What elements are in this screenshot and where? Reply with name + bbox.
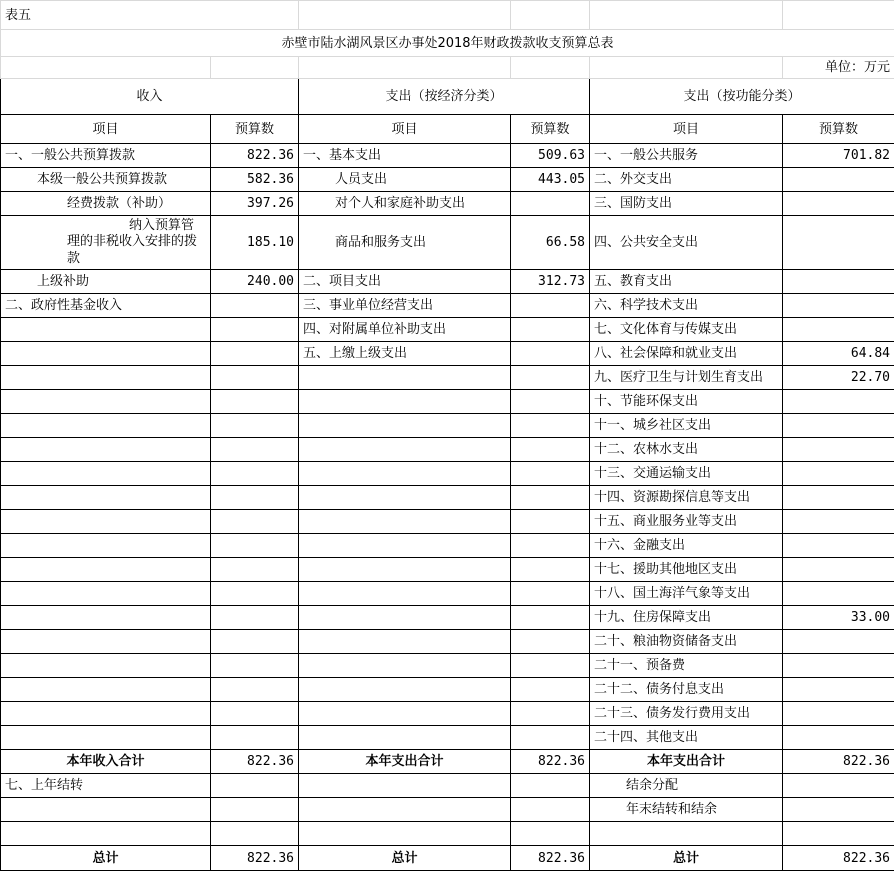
amount-header: 预算数 [511, 115, 590, 144]
amount-cell [211, 702, 299, 726]
item-cell: 一、一般公共预算拨款 [1, 144, 211, 168]
item-cell [590, 822, 783, 846]
amount-cell [211, 630, 299, 654]
item-cell [299, 822, 511, 846]
item-cell: 十三、交通运输支出 [590, 462, 783, 486]
amount-cell [211, 462, 299, 486]
item-cell [299, 606, 511, 630]
amount-cell [511, 462, 590, 486]
table-row [1, 366, 894, 390]
table-row [1, 726, 894, 750]
item-cell: 十五、商业服务业等支出 [590, 510, 783, 534]
item-cell [299, 414, 511, 438]
item-cell [1, 486, 211, 510]
amount-cell: 240.00 [211, 270, 299, 294]
amount-cell [511, 294, 590, 318]
item-cell [299, 798, 511, 822]
amount-cell [211, 582, 299, 606]
amount-cell [211, 534, 299, 558]
amount-cell [783, 702, 894, 726]
table-row [1, 510, 894, 534]
item-cell: 五、上缴上级支出 [299, 342, 511, 366]
amount-cell [783, 168, 894, 192]
amount-cell [211, 414, 299, 438]
amount-cell [783, 438, 894, 462]
amount-header: 预算数 [783, 115, 894, 144]
item-cell: 纳入预算管理的非税收入安排的拨款 [1, 216, 211, 270]
item-cell [1, 366, 211, 390]
amount-cell [783, 462, 894, 486]
amount-cell [783, 414, 894, 438]
item-cell [299, 774, 511, 798]
item-cell [1, 390, 211, 414]
item-cell: 二、项目支出 [299, 270, 511, 294]
amount-cell [511, 486, 590, 510]
amount-cell [511, 774, 590, 798]
item-cell: 十、节能环保支出 [590, 390, 783, 414]
amount-cell [783, 510, 894, 534]
item-cell: 十八、国土海洋气象等支出 [590, 582, 783, 606]
item-cell: 十七、援助其他地区支出 [590, 558, 783, 582]
item-cell: 本年收入合计 [1, 750, 211, 774]
item-cell [299, 366, 511, 390]
amount-cell [511, 438, 590, 462]
amount-cell: 312.73 [511, 270, 590, 294]
amount-cell [783, 270, 894, 294]
table-row [1, 270, 894, 294]
item-cell: 上级补助 [1, 270, 211, 294]
item-cell: 二十四、其他支出 [590, 726, 783, 750]
amount-cell [511, 390, 590, 414]
amount-cell [783, 192, 894, 216]
amount-cell [783, 486, 894, 510]
table-row [1, 414, 894, 438]
item-cell [299, 558, 511, 582]
table-row [1, 486, 894, 510]
item-cell [1, 414, 211, 438]
amount-cell [211, 390, 299, 414]
item-cell: 本年支出合计 [299, 750, 511, 774]
amount-cell [211, 822, 299, 846]
amount-cell [511, 822, 590, 846]
item-cell: 本年支出合计 [590, 750, 783, 774]
amount-header: 预算数 [211, 115, 299, 144]
item-cell: 对个人和家庭补助支出 [299, 192, 511, 216]
table-row [1, 192, 894, 216]
item-cell [1, 582, 211, 606]
item-cell [299, 654, 511, 678]
amount-cell [211, 654, 299, 678]
item-cell [299, 678, 511, 702]
item-cell: 十六、金融支出 [590, 534, 783, 558]
amount-cell [511, 702, 590, 726]
unit-label: 单位：万元 [783, 57, 894, 79]
item-cell [1, 462, 211, 486]
amount-cell [511, 342, 590, 366]
item-cell [299, 486, 511, 510]
item-cell [1, 702, 211, 726]
amount-cell [511, 558, 590, 582]
sheet-label: 表五 [1, 1, 299, 30]
table-row [1, 534, 894, 558]
amount-cell: 185.10 [211, 216, 299, 270]
amount-cell [211, 558, 299, 582]
item-cell: 三、事业单位经营支出 [299, 294, 511, 318]
table-row [1, 702, 894, 726]
item-cell [1, 558, 211, 582]
amount-cell [211, 510, 299, 534]
amount-cell [511, 318, 590, 342]
item-header: 项目 [299, 115, 511, 144]
item-cell: 七、文化体育与传媒支出 [590, 318, 783, 342]
table-row [1, 654, 894, 678]
amount-cell: 22.70 [783, 366, 894, 390]
table-row [1, 438, 894, 462]
table-row [1, 678, 894, 702]
amount-cell [783, 216, 894, 270]
amount-cell: 582.36 [211, 168, 299, 192]
item-cell: 五、教育支出 [590, 270, 783, 294]
item-cell [1, 534, 211, 558]
amount-cell [511, 414, 590, 438]
item-cell [1, 342, 211, 366]
table-row [1, 582, 894, 606]
item-cell: 结余分配 [590, 774, 783, 798]
item-cell: 一、基本支出 [299, 144, 511, 168]
amount-cell [783, 318, 894, 342]
amount-cell [783, 798, 894, 822]
amount-cell [211, 726, 299, 750]
amount-cell [211, 438, 299, 462]
item-cell: 一、一般公共服务 [590, 144, 783, 168]
amount-cell [783, 558, 894, 582]
amount-cell [511, 726, 590, 750]
item-cell [1, 798, 211, 822]
income-header: 收入 [1, 79, 299, 115]
item-cell: 六、科学技术支出 [590, 294, 783, 318]
table-row [1, 606, 894, 630]
item-cell [1, 630, 211, 654]
amount-cell [511, 192, 590, 216]
amount-cell: 64.84 [783, 342, 894, 366]
item-cell: 七、上年结转 [1, 774, 211, 798]
item-cell [299, 582, 511, 606]
item-cell: 十九、住房保障支出 [590, 606, 783, 630]
amount-cell [511, 366, 590, 390]
item-cell: 八、社会保障和就业支出 [590, 342, 783, 366]
carry-row [1, 822, 894, 846]
table-row [1, 318, 894, 342]
carry-row [1, 798, 894, 822]
item-cell [299, 462, 511, 486]
table-row [1, 558, 894, 582]
amount-cell [783, 678, 894, 702]
expense-econ-header: 支出（按经济分类） [299, 79, 590, 115]
item-cell [1, 510, 211, 534]
amount-cell [783, 630, 894, 654]
item-cell: 二十二、债务付息支出 [590, 678, 783, 702]
item-cell: 二十、粮油物资储备支出 [590, 630, 783, 654]
amount-cell [783, 534, 894, 558]
item-cell [1, 654, 211, 678]
amount-cell: 822.36 [211, 144, 299, 168]
item-cell: 人员支出 [299, 168, 511, 192]
item-cell [299, 726, 511, 750]
table-row [1, 462, 894, 486]
amount-cell: 822.36 [211, 750, 299, 774]
table-row [1, 342, 894, 366]
item-header: 项目 [590, 115, 783, 144]
item-cell: 四、对附属单位补助支出 [299, 318, 511, 342]
item-cell: 三、国防支出 [590, 192, 783, 216]
item-cell [299, 438, 511, 462]
item-cell: 总计 [1, 846, 211, 871]
amount-cell [211, 366, 299, 390]
item-cell [299, 630, 511, 654]
item-cell [1, 318, 211, 342]
item-cell: 二十一、预备费 [590, 654, 783, 678]
year-total-row [1, 750, 894, 774]
amount-cell [211, 486, 299, 510]
amount-cell [211, 294, 299, 318]
item-cell [1, 438, 211, 462]
amount-cell [783, 390, 894, 414]
amount-cell [211, 798, 299, 822]
item-cell [1, 678, 211, 702]
amount-cell [211, 774, 299, 798]
amount-cell: 33.00 [783, 606, 894, 630]
item-cell: 本级一般公共预算拨款 [1, 168, 211, 192]
table-title: 赤壁市陆水湖风景区办事处2018年财政拨款收支预算总表 [1, 30, 894, 57]
item-cell: 商品和服务支出 [299, 216, 511, 270]
item-cell [299, 702, 511, 726]
item-cell: 年末结转和结余 [590, 798, 783, 822]
item-cell [299, 534, 511, 558]
amount-cell: 701.82 [783, 144, 894, 168]
amount-cell [511, 630, 590, 654]
amount-cell [511, 798, 590, 822]
table-row [1, 168, 894, 192]
item-cell: 十二、农林水支出 [590, 438, 783, 462]
amount-cell: 822.36 [783, 846, 894, 871]
amount-cell [211, 678, 299, 702]
amount-cell [511, 678, 590, 702]
item-cell: 二十三、债务发行费用支出 [590, 702, 783, 726]
amount-cell: 509.63 [511, 144, 590, 168]
amount-cell [511, 510, 590, 534]
amount-cell: 822.36 [783, 750, 894, 774]
amount-cell: 822.36 [511, 750, 590, 774]
amount-cell: 397.26 [211, 192, 299, 216]
item-cell [1, 726, 211, 750]
item-cell: 九、医疗卫生与计划生育支出 [590, 366, 783, 390]
item-cell: 十四、资源勘探信息等支出 [590, 486, 783, 510]
table-row [1, 630, 894, 654]
table-row [1, 294, 894, 318]
amount-cell: 443.05 [511, 168, 590, 192]
expense-func-header: 支出（按功能分类） [590, 79, 894, 115]
item-cell: 二、外交支出 [590, 168, 783, 192]
amount-cell [783, 822, 894, 846]
item-cell [1, 822, 211, 846]
item-cell: 二、政府性基金收入 [1, 294, 211, 318]
item-cell: 总计 [299, 846, 511, 871]
item-cell: 总计 [590, 846, 783, 871]
amount-cell: 822.36 [211, 846, 299, 871]
table-row [1, 216, 894, 270]
amount-cell: 822.36 [511, 846, 590, 871]
amount-cell [211, 342, 299, 366]
item-cell: 十一、城乡社区支出 [590, 414, 783, 438]
item-cell: 经费拨款（补助） [1, 192, 211, 216]
item-header: 项目 [1, 115, 211, 144]
amount-cell [783, 582, 894, 606]
table-row [1, 144, 894, 168]
item-cell [299, 390, 511, 414]
amount-cell [783, 294, 894, 318]
table-row [1, 390, 894, 414]
amount-cell [783, 774, 894, 798]
item-cell: 四、公共安全支出 [590, 216, 783, 270]
amount-cell [783, 726, 894, 750]
item-cell [299, 510, 511, 534]
carry-row [1, 774, 894, 798]
amount-cell: 66.58 [511, 216, 590, 270]
amount-cell [211, 606, 299, 630]
item-cell [1, 606, 211, 630]
amount-cell [511, 606, 590, 630]
amount-cell [211, 318, 299, 342]
amount-cell [783, 654, 894, 678]
amount-cell [511, 534, 590, 558]
amount-cell [511, 654, 590, 678]
amount-cell [511, 582, 590, 606]
